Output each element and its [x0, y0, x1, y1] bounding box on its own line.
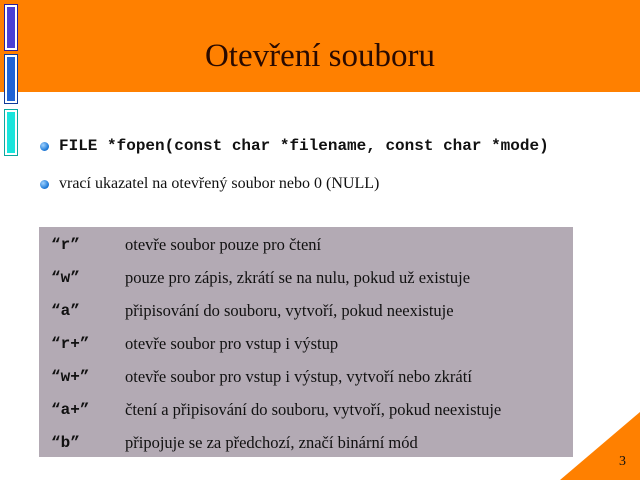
bullet-item: [40, 137, 549, 155]
mode-row: [51, 332, 338, 356]
mode-row: [51, 299, 454, 323]
mode-table: [39, 227, 573, 457]
mode-description: připojuje se za předchozí, značí binární mód: [125, 433, 418, 452]
bullet-dot-icon: [40, 180, 49, 189]
bullet-item: [40, 175, 379, 193]
bullet-text: vrací ukazatel na otevřený soubor nebo 0 (NULL): [59, 175, 380, 192]
bullet-text: FILE *fopen(const char *filename, const char *mode): [59, 137, 549, 155]
mode-code: “b”: [51, 434, 80, 452]
bullet-dot-icon: [40, 142, 49, 151]
page-number: 3: [619, 454, 626, 469]
mode-row: [51, 266, 470, 290]
mode-row: [51, 233, 321, 257]
mode-row: [51, 398, 501, 422]
mode-description: otevře soubor pro vstup i výstup, vytvoří nebo zkrátí: [125, 367, 472, 386]
mode-description: připisování do souboru, vytvoří, pokud neexistuje: [125, 301, 454, 320]
mode-code: “r+”: [51, 335, 90, 353]
corner-triangle: [560, 412, 640, 480]
mode-code: “r”: [51, 236, 80, 254]
mode-description: pouze pro zápis, zkrátí se na nulu, pokud už existuje: [125, 268, 471, 287]
mode-code: “a”: [51, 302, 80, 320]
mode-code: “a+”: [51, 401, 90, 419]
mode-row: [51, 365, 472, 389]
slide-title: Otevření souboru: [204, 38, 436, 74]
mode-code: “w+”: [51, 368, 90, 386]
mode-code: “w”: [51, 269, 80, 287]
mode-description: čtení a připisování do souboru, vytvoří, pokud neexistuje: [125, 400, 502, 419]
decor-bar-cyan: [5, 110, 17, 155]
mode-description: otevře soubor pro vstup i výstup: [125, 334, 339, 353]
mode-row: [51, 431, 418, 455]
mode-description: otevře soubor pouze pro čtení: [125, 235, 322, 254]
